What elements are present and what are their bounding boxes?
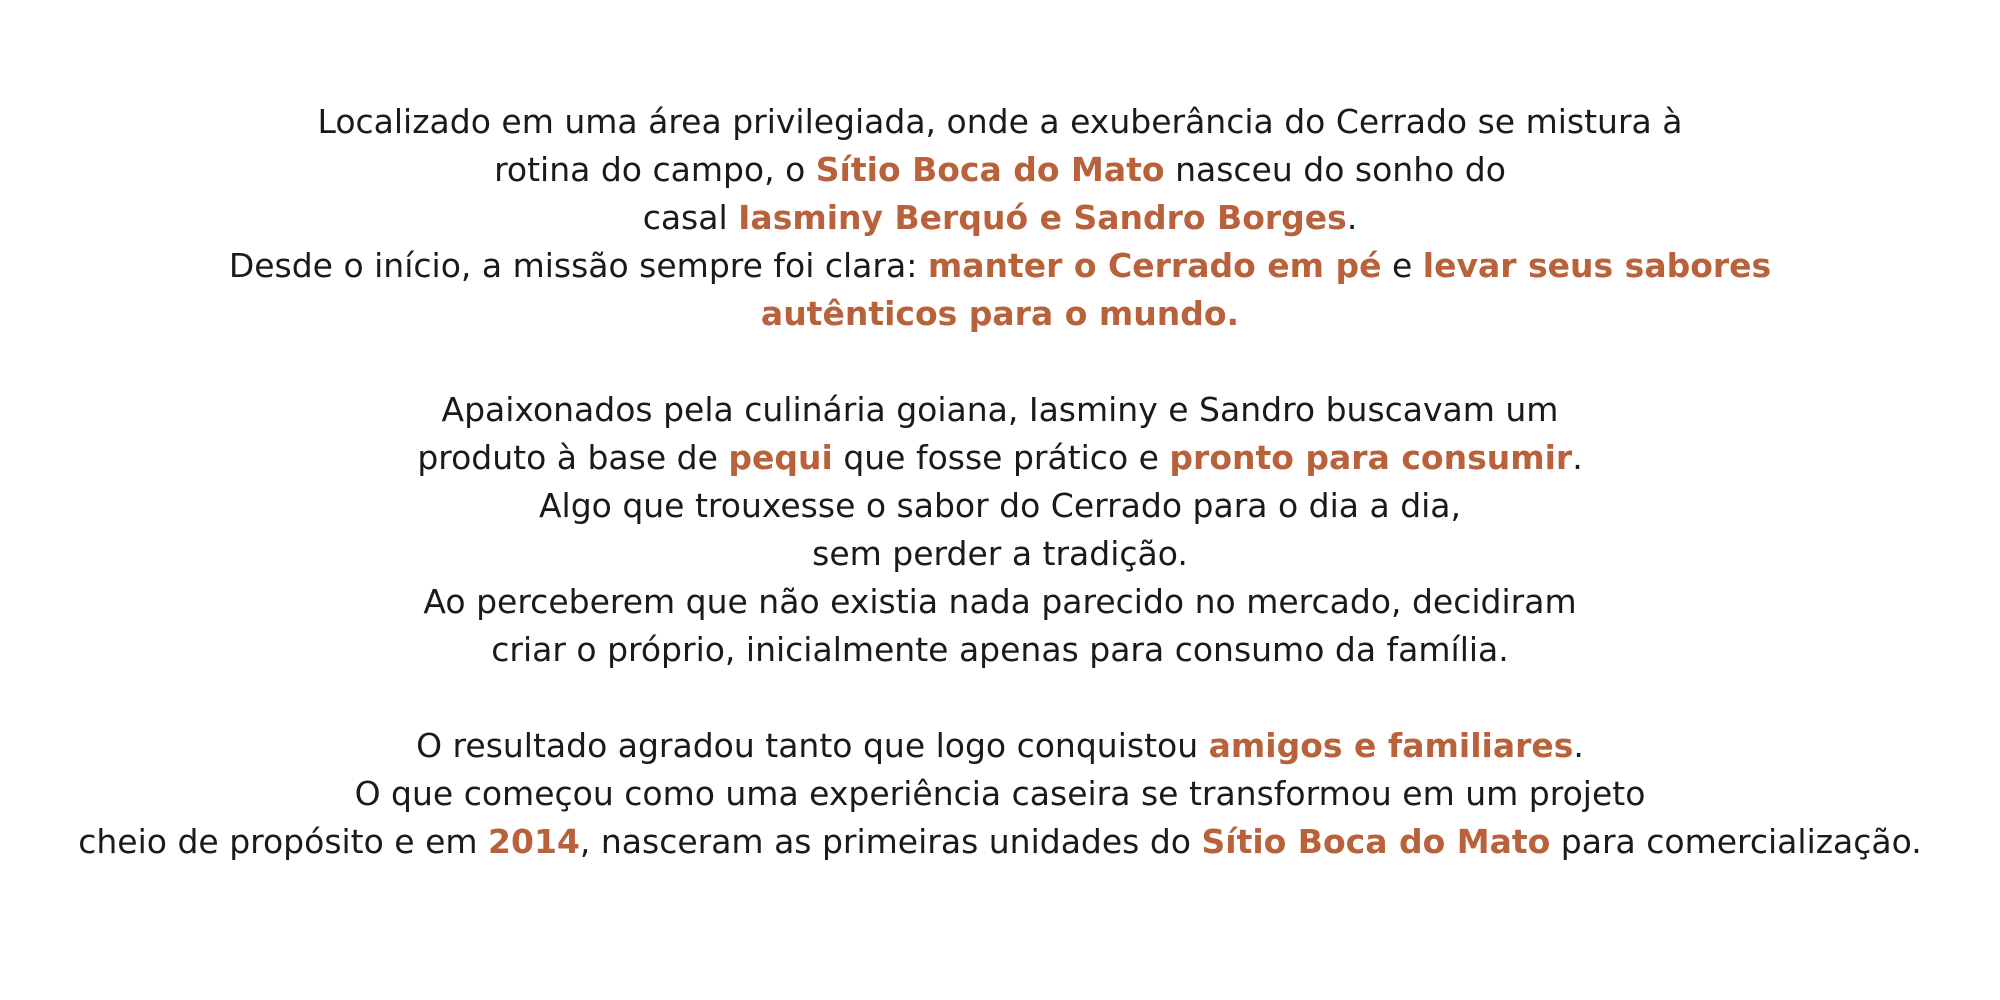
paragraph-line — [0, 146, 2000, 194]
highlight-farm-name: Sítio Boca do Mato — [815, 150, 1165, 189]
highlight-year: 2014 — [488, 822, 580, 861]
text-segment: criar o próprio, inicialmente apenas para consumo da família. — [491, 630, 1509, 669]
highlight-ready-to-eat: pronto para consumir — [1169, 438, 1573, 477]
paragraph-launch — [0, 722, 2000, 866]
paragraph-line — [0, 242, 2000, 290]
highlight-mission: manter o Cerrado em pé — [927, 246, 1382, 285]
paragraph-line — [0, 530, 2000, 578]
text-segment: produto à base de — [417, 438, 729, 477]
paragraph-spacer — [0, 674, 2000, 722]
text-segment: e — [1381, 246, 1423, 285]
highlight-farm-name: Sítio Boca do Mato — [1201, 822, 1551, 861]
text-segment: sem perder a tradição. — [812, 534, 1188, 573]
text-segment: . — [1346, 198, 1358, 237]
paragraph-line — [0, 626, 2000, 674]
paragraph-line — [0, 194, 2000, 242]
paragraph-origin — [0, 98, 2000, 338]
highlight-pequi: pequi — [728, 438, 833, 477]
text-segment: Apaixonados pela culinária goiana, Iasminy e Sandro buscavam um — [441, 390, 1559, 429]
text-segment: rotina do campo, o — [494, 150, 816, 189]
text-segment: para comercialização. — [1550, 822, 1922, 861]
paragraph-line — [0, 578, 2000, 626]
text-segment: casal — [642, 198, 739, 237]
text-segment: Localizado em uma área privilegiada, onde a exuberância do Cerrado se mistura à — [317, 102, 1683, 141]
paragraph-spacer — [0, 338, 2000, 386]
text-segment: . — [1572, 438, 1583, 477]
text-segment: O resultado agradou tanto que logo conquistou — [416, 726, 1209, 765]
text-segment: que fosse prático e — [832, 438, 1170, 477]
paragraph-line — [0, 770, 2000, 818]
story-text-block — [0, 98, 2000, 866]
paragraph-line — [0, 386, 2000, 434]
text-segment: nasceu do sonho do — [1164, 150, 1506, 189]
highlight-friends-family: amigos e familiares — [1208, 726, 1574, 765]
text-segment: Desde o início, a missão sempre foi clara: — [228, 246, 928, 285]
paragraph-line — [0, 98, 2000, 146]
highlight-founders: Iasminy Berquó e Sandro Borges — [738, 198, 1347, 237]
text-segment: cheio de propósito e em — [78, 822, 489, 861]
text-segment: O que começou como uma experiência caseira se transformou em um projeto — [354, 774, 1646, 813]
paragraph-line — [0, 290, 2000, 338]
text-segment: . — [1573, 726, 1584, 765]
paragraph-line — [0, 818, 2000, 866]
highlight-mission: autênticos para o mundo. — [760, 294, 1240, 333]
paragraph-line — [0, 434, 2000, 482]
paragraph-line — [0, 722, 2000, 770]
paragraph-line — [0, 482, 2000, 530]
text-segment: , nasceram as primeiras unidades do — [579, 822, 1202, 861]
paragraph-product — [0, 386, 2000, 674]
highlight-mission: levar seus sabores — [1422, 246, 1772, 285]
text-segment: Ao perceberem que não existia nada parecido no mercado, decidiram — [423, 582, 1577, 621]
text-segment: Algo que trouxesse o sabor do Cerrado para o dia a dia, — [538, 486, 1462, 525]
